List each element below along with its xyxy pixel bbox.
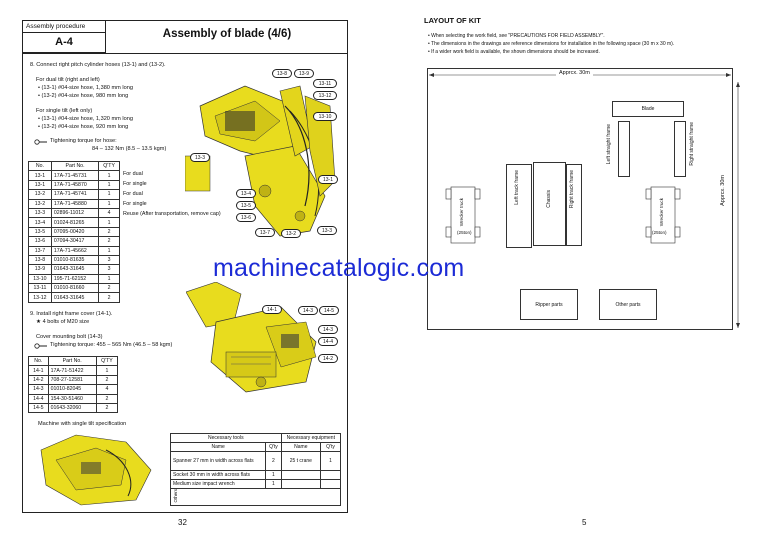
equipment-name-header: Name — [281, 443, 320, 452]
step8-heading: 8. Connect right pitch cylinder hoses (13-1) and (13-2). — [30, 62, 166, 68]
dual-item-2: • (13-2) #04-size hose, 980 mm long — [38, 93, 129, 99]
callout-13-7: 13-7 — [255, 228, 275, 237]
right-straight-frame-box — [674, 121, 686, 177]
part-qty: 1 — [96, 366, 117, 375]
part-number: 17A-71-45741 — [51, 190, 98, 199]
table-row — [29, 180, 120, 189]
page-title: Assembly of blade (4/6) — [162, 28, 292, 40]
part-number: 02896-11012 — [51, 208, 98, 217]
layout-title: LAYOUT OF KIT — [424, 16, 481, 25]
right-page-number: 5 — [582, 518, 587, 527]
torque-label: Tightening torque for hose: — [50, 138, 117, 144]
single-item-1: • (13-1) #04-size hose, 1,320 mm long — [38, 116, 133, 122]
procedure-divider — [22, 32, 106, 33]
left-straight-frame-label: Left straight frame — [606, 124, 612, 165]
part-number: 17A-71-45731 — [51, 171, 98, 180]
column-header: Q'TY — [96, 357, 117, 366]
callout-13-8: 13-8 — [272, 69, 292, 78]
callout-13-2: 13-2 — [281, 229, 301, 238]
part-qty: 2 — [99, 227, 120, 236]
procedure-label: Assembly procedure — [26, 23, 86, 30]
table-row — [29, 171, 120, 180]
part-qty: 1 — [99, 218, 120, 227]
wrench-icon — [34, 343, 48, 349]
blade-box: Blade — [612, 101, 684, 117]
part-number: 154-30-51460 — [48, 394, 96, 403]
table-row — [29, 265, 120, 274]
tools-qty-header: Q'ty — [266, 443, 281, 452]
table-row — [29, 403, 118, 412]
right-track-frame-label: Right track frame — [569, 170, 575, 209]
part-number-index: 14-4 — [29, 394, 49, 403]
part-number-index: 13-1 — [29, 180, 52, 189]
note-row-1: For dual — [123, 171, 143, 177]
bullet-1: • When selecting the work field, see "PRECAUTIONS FOR FIELD ASSEMBLY". — [428, 33, 605, 39]
part-number: 01643-31645 — [51, 265, 98, 274]
tool-name: Spanner 27 mm in width across flats — [171, 452, 266, 471]
step9-note: ★ 4 bolts of M20 size — [36, 319, 90, 325]
callout-13-9: 13-9 — [294, 69, 314, 78]
equipment-qty-header: Q'ty — [321, 443, 341, 452]
table-row — [29, 208, 120, 217]
bullet-3: • If a wider work field is available, the shown dimensions should be increased. — [428, 49, 600, 55]
watermark-text: machinecatalogic.com — [213, 254, 465, 282]
others-label: Others — [173, 489, 178, 503]
dual-item-1: • (13-1) #04-size hose, 1,380 mm long — [38, 85, 133, 91]
single-tilt-sketch — [36, 430, 161, 510]
part-number: 17A-71-45870 — [51, 180, 98, 189]
note-row-4: For single — [123, 201, 147, 207]
part-qty: 3 — [99, 255, 120, 264]
equipment-qty: 1 — [321, 452, 341, 471]
tool-qty: 2 — [266, 452, 281, 471]
part-number-index: 13-2 — [29, 199, 52, 208]
callout-14-1: 14-1 — [262, 305, 282, 314]
equipment-header: Necessary equipment — [281, 434, 340, 443]
wrecker-right-label: Wrecker truck — [659, 198, 664, 227]
callout-13-3b: 13-3 — [317, 226, 337, 235]
table-row — [29, 199, 120, 208]
approx-vertical: Apprcx. 30m — [720, 175, 726, 206]
part-number: 01010-81635 — [51, 255, 98, 264]
part-qty: 2 — [99, 284, 120, 293]
part-number-index: 13-11 — [29, 284, 52, 293]
table-row — [29, 284, 120, 293]
callout-13-1: 13-1 — [318, 175, 338, 184]
part-number: 01024-81265 — [51, 218, 98, 227]
callout-13-3: 13-3 — [190, 153, 210, 162]
table-row — [29, 190, 120, 199]
callout-14-3: 14-3 — [298, 306, 318, 315]
tools-header: Necessary tools — [171, 434, 282, 443]
callout-13-10: 13-10 — [313, 112, 337, 121]
table-row — [29, 255, 120, 264]
vertical-dimension-arrow — [733, 80, 743, 330]
note-row-5: Reuse (After transportation, remove cap) — [123, 211, 221, 217]
column-header: Part No. — [51, 162, 98, 171]
part-qty: 1 — [99, 190, 120, 199]
parts-table-1 — [28, 161, 120, 303]
part-qty: 1 — [99, 180, 120, 189]
single-tilt-heading: For single tilt (left only) — [36, 108, 93, 114]
part-number-index: 14-3 — [29, 385, 49, 394]
wrecker-left-label: Wrecker truck — [459, 198, 464, 227]
part-qty: 2 — [96, 403, 117, 412]
part-qty: 3 — [99, 265, 120, 274]
part-number: 01010-82045 — [48, 385, 96, 394]
callout-13-5: 13-5 — [236, 201, 256, 210]
part-number-index: 13-5 — [29, 227, 52, 236]
left-page-number: 32 — [178, 518, 187, 527]
column-header: Q'TY — [99, 162, 120, 171]
tool-qty: 1 — [266, 480, 281, 489]
column-header: No. — [29, 162, 52, 171]
ripper-parts-box: Ripper parts — [520, 289, 578, 320]
part-qty: 2 — [99, 237, 120, 246]
part-number-index: 14-2 — [29, 375, 49, 384]
part-number: 01010-81660 — [51, 284, 98, 293]
tool-name: Medium size impact wrench — [171, 480, 266, 489]
part-qty: 2 — [96, 375, 117, 384]
table-row — [29, 375, 118, 384]
header-rule — [22, 53, 348, 54]
single-item-2: • (13-2) #04-size hose, 920 mm long — [38, 124, 129, 130]
part-number-index: 13-4 — [29, 218, 52, 227]
part-number-index: 13-2 — [29, 190, 52, 199]
callout-13-11: 13-11 — [313, 79, 337, 88]
part-qty: 1 — [99, 274, 120, 283]
part-qty: 1 — [99, 246, 120, 255]
step9-torque: Tightening torque: 455 – 565 Nm (46.5 – 58 kgm) — [50, 342, 173, 348]
step9-heading: 9. Install right frame cover (14-1). — [30, 311, 113, 317]
part-number: 07095-00420 — [51, 227, 98, 236]
tool-name: Socket 30 mm in width across flats — [171, 471, 266, 480]
callout-13-4: 13-4 — [236, 189, 256, 198]
approx-horizontal: Apprcx. 30m — [556, 70, 593, 76]
single-tilt-caption: Machine with single tilt specification — [38, 421, 127, 427]
column-header: Part No. — [48, 357, 96, 366]
table-row — [29, 385, 118, 394]
table-row — [29, 237, 120, 246]
part-number: 01643-31645 — [51, 293, 98, 302]
right-straight-frame-label: Right straight frame — [689, 122, 695, 166]
part-qty: 1 — [99, 171, 120, 180]
part-number: 01643-32060 — [48, 403, 96, 412]
part-number-index: 13-7 — [29, 246, 52, 255]
part-number: 708-27-12581 — [48, 375, 96, 384]
note-row-2: For single — [123, 181, 147, 187]
table-row — [29, 366, 118, 375]
part-qty: 2 — [96, 394, 117, 403]
frame-cover-illustration — [186, 282, 341, 394]
column-header: No. — [29, 357, 49, 366]
part-number-index: 13-6 — [29, 237, 52, 246]
note-row-3: For dual — [123, 191, 143, 197]
wrench-icon — [34, 139, 48, 145]
part-qty: 1 — [99, 199, 120, 208]
bullet-2: • The dimensions in the drawings are reference dimensions for installation in the following space (30 m x 30 m). — [428, 41, 675, 47]
table-row — [29, 293, 120, 302]
part-qty: 2 — [99, 293, 120, 302]
part-number-index: 13-9 — [29, 265, 52, 274]
left-straight-frame-box — [618, 121, 630, 177]
callout-14-3b: 14-3 — [318, 325, 338, 334]
parts-table-2 — [28, 356, 118, 413]
left-track-frame-label: Left track frame — [514, 170, 520, 205]
part-number-index: 13-10 — [29, 274, 52, 283]
part-number: 195-71-62152 — [51, 274, 98, 283]
callout-13-6: 13-6 — [236, 213, 256, 222]
wrecker-left-load: (25ton) — [457, 230, 472, 235]
table-row — [29, 246, 120, 255]
bolt-label: Cover mounting bolt (14-3) — [36, 334, 103, 340]
part-number: 07094-30417 — [51, 237, 98, 246]
chassis-label: Chassis — [546, 190, 552, 208]
table-row — [29, 274, 120, 283]
other-parts-box: Other parts — [599, 289, 657, 320]
table-row — [29, 227, 120, 236]
callout-14-5: 14-5 — [319, 306, 339, 315]
tools-name-header: Name — [171, 443, 266, 452]
torque-value: 84 – 132 Nm (8.5 – 13.5 kgm) — [92, 146, 167, 152]
callout-14-4: 14-4 — [318, 337, 338, 346]
dual-tilt-heading: For dual tilt (right and left) — [36, 77, 100, 83]
callout-13-12: 13-12 — [313, 91, 337, 100]
callout-14-2: 14-2 — [318, 354, 338, 363]
part-number-index: 13-8 — [29, 255, 52, 264]
part-number-index: 13-1 — [29, 171, 52, 180]
equipment-name: 25 t crane — [281, 452, 320, 471]
part-number: 17A-71-45880 — [51, 199, 98, 208]
part-number: 17A-71-45662 — [51, 246, 98, 255]
tools-table — [170, 433, 341, 506]
part-number-index: 13-3 — [29, 208, 52, 217]
part-number-index: 13-12 — [29, 293, 52, 302]
part-number-index: 14-1 — [29, 366, 49, 375]
tool-qty: 1 — [266, 471, 281, 480]
part-qty: 4 — [99, 208, 120, 217]
procedure-code: A-4 — [55, 36, 73, 48]
part-qty: 4 — [96, 385, 117, 394]
table-row — [29, 394, 118, 403]
wrecker-right-load: (25ton) — [652, 230, 667, 235]
table-row — [29, 218, 120, 227]
part-number-index: 14-5 — [29, 403, 49, 412]
part-number: 17A-71-51422 — [48, 366, 96, 375]
